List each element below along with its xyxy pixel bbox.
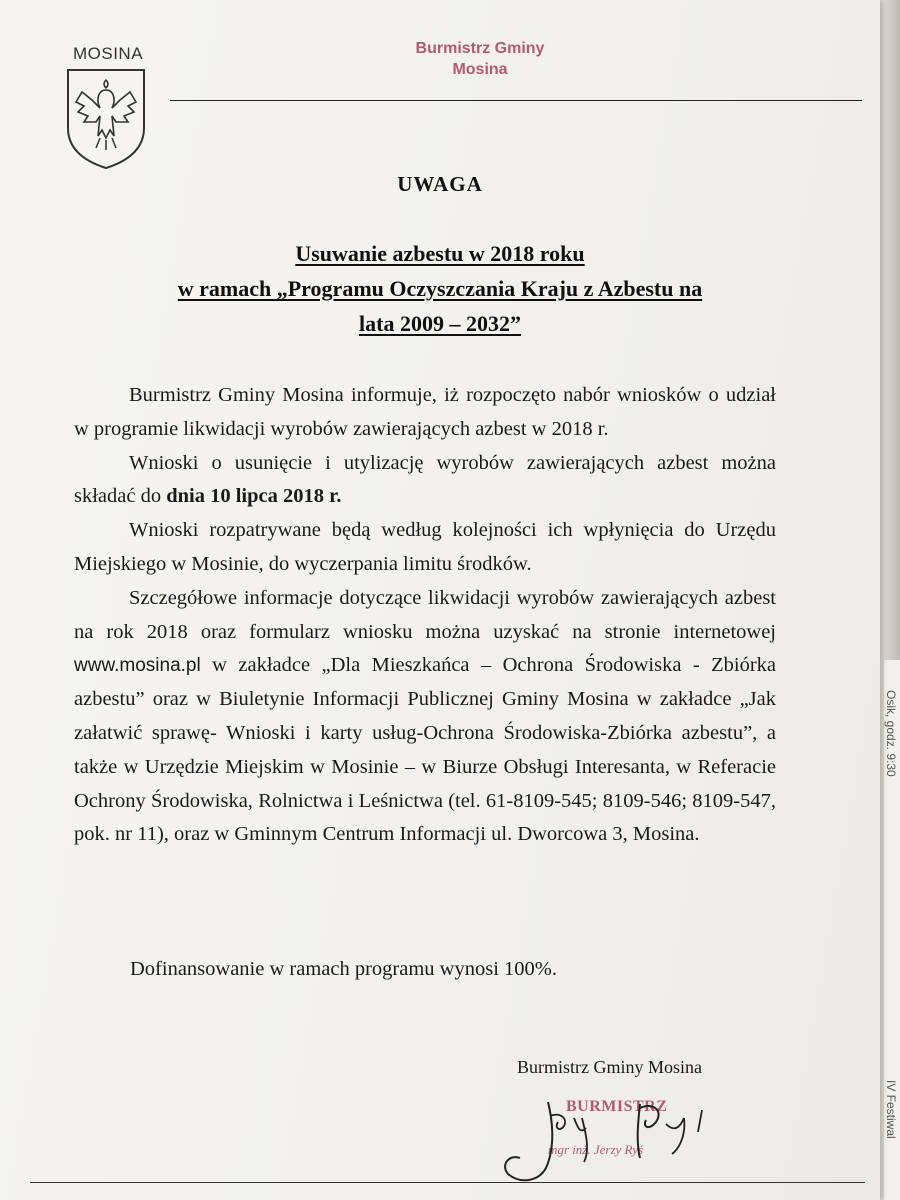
paragraph [74, 582, 776, 852]
notice-title: UWAGA [397, 172, 483, 196]
coat-of-arms-icon [62, 66, 150, 170]
subtitle-line: lata 2009 – 2032” [359, 311, 521, 336]
paragraph: Burmistrz Gminy Mosina informuje, iż rozpoczęto nabór wniosków o udział w programie likwidacji wyrobów zawierających azbest w 2018 r. [74, 384, 776, 440]
signatory-title: Burmistrz Gminy Mosina [517, 1057, 702, 1077]
paragraph: Wnioski rozpatrywane będą według kolejności ich wpłynięcia do Urzędu Miejskiego w Mosinie, do wyczerpania limitu środków. [74, 519, 776, 575]
paragraph-text: w zakładce „Dla Mieszkańca – Ochrona Środowiska - Zbiórka azbestu” oraz w Biuletynie Informacji Publicznej Gminy Mosina w zakładce „Jak załatwić sprawę- Wnioski i karty usług-Ochrona Środowiska-Zbiórka azbestu”, a także w Urzędzie Miejskim w Mosinie – w Biurze Obsługi Interesanta, w Referacie Ochrony Środowiska, Rolnictwa i Leśnictwa (tel. 61-8109-545; 8109-546; 8109-547, pok. nr 11), oraz w Gminnym Centrum Informacji ul. Dworcowa 3, Mosina. [74, 654, 776, 846]
paragraph-text: Szczegółowe informacje dotyczące likwidacji wyrobów zawierających azbest na rok 2018 oraz formularz wniosku można uzyskać na stronie internetowej [74, 586, 776, 643]
letterhead-stamp [380, 38, 580, 80]
deadline-date: dnia 10 lipca 2018 r. [166, 485, 342, 508]
header-divider [170, 100, 862, 101]
footer-divider [30, 1182, 865, 1183]
stamp-line: Mosina [452, 61, 508, 78]
stamp-line: Burmistrz Gminy [415, 40, 545, 57]
paragraph-text: Wnioski o usunięcie i utylizację wyrobów zawierających azbest można składać do [74, 451, 776, 508]
signature-stamp-role: BURMISTRZ [566, 1098, 668, 1115]
subtitle-line: w ramach „Programu Oczyszczania Kraju z Azbestu na [177, 276, 703, 301]
funding-note: Dofinansowanie w ramach programu wynosi 100%. [130, 958, 557, 980]
handwritten-signature [490, 1088, 720, 1188]
background-edge-text: IV Festiwal [884, 1080, 898, 1139]
notice-body [74, 379, 776, 852]
paragraph [74, 447, 776, 515]
notice-subtitle [0, 236, 880, 341]
municipality-label: MOSINA [72, 44, 144, 63]
signature-stamp-name: mgr inż. Jerzy Ryś [548, 1142, 644, 1157]
subtitle-line: Usuwanie azbestu w 2018 roku [295, 241, 585, 266]
website-link[interactable]: www.mosina.pl [74, 655, 201, 677]
background-edge-text: Osik, godz. 9:30 [884, 690, 898, 777]
